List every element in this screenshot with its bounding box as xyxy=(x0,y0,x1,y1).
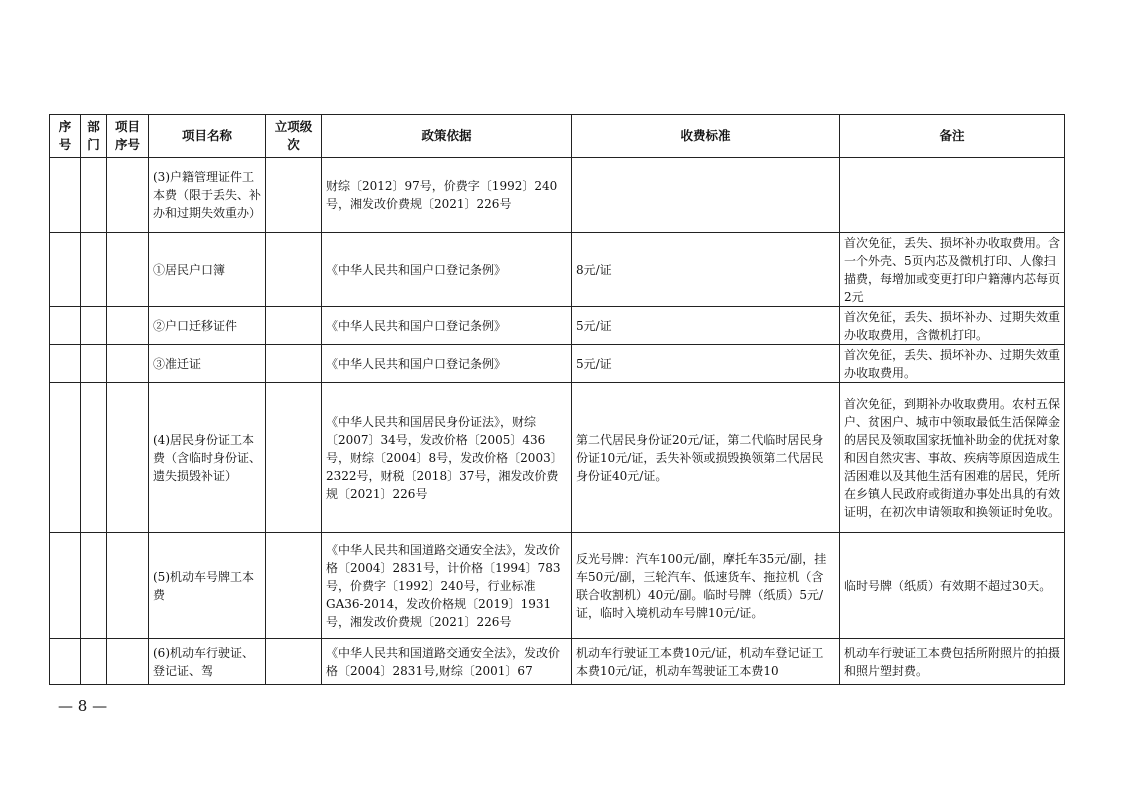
cell-item-name: ①居民户口簿 xyxy=(149,233,266,307)
table-row xyxy=(50,533,1065,639)
cell-remarks: 首次免征，丢失、损坏补办、过期失效重办收取费用，含微机打印。 xyxy=(840,307,1065,345)
cell-item-seq xyxy=(107,345,149,383)
cell-fee-standard: 5元/证 xyxy=(572,307,840,345)
cell-remarks: 临时号牌（纸质）有效期不超过30天。 xyxy=(840,533,1065,639)
cell-level xyxy=(266,158,322,233)
table-header-row xyxy=(50,115,1065,158)
cell-dept xyxy=(81,345,107,383)
cell-seq xyxy=(50,383,81,533)
cell-policy-basis: 《中华人民共和国户口登记条例》 xyxy=(322,345,572,383)
cell-remarks: 首次免征，丢失、损坏补办收取费用。含一个外壳、5页内芯及微机打印、人像扫描费，每增加或变更打印户籍薄内芯每页2元 xyxy=(840,233,1065,307)
cell-seq xyxy=(50,533,81,639)
cell-item-name: (5)机动车号牌工本费 xyxy=(149,533,266,639)
cell-dept xyxy=(81,383,107,533)
table-row xyxy=(50,639,1065,685)
table-row xyxy=(50,307,1065,345)
header-item-seq: 项目序号 xyxy=(107,115,149,158)
cell-fee-standard: 5元/证 xyxy=(572,345,840,383)
cell-fee-standard: 机动车行驶证工本费10元/证，机动车登记证工本费10元/证，机动车驾驶证工本费10 xyxy=(572,639,840,685)
cell-level xyxy=(266,533,322,639)
cell-fee-standard: 8元/证 xyxy=(572,233,840,307)
page-number: — 8 — xyxy=(58,697,108,715)
cell-seq xyxy=(50,307,81,345)
cell-dept xyxy=(81,639,107,685)
cell-item-name: (4)居民身份证工本费（含临时身份证、遗失损毁补证） xyxy=(149,383,266,533)
cell-seq xyxy=(50,639,81,685)
table-row xyxy=(50,345,1065,383)
cell-item-name: (6)机动车行驶证、登记证、驾 xyxy=(149,639,266,685)
cell-item-seq xyxy=(107,307,149,345)
cell-policy-basis: 《中华人民共和国道路交通安全法》，发改价格〔2004〕2831号,财综〔2001〕67 xyxy=(322,639,572,685)
cell-fee-standard xyxy=(572,158,840,233)
cell-item-name: ②户口迁移证件 xyxy=(149,307,266,345)
cell-remarks xyxy=(840,158,1065,233)
table-row xyxy=(50,158,1065,233)
header-dept: 部门 xyxy=(81,115,107,158)
cell-item-name: ③准迁证 xyxy=(149,345,266,383)
cell-seq xyxy=(50,233,81,307)
cell-seq xyxy=(50,345,81,383)
fee-table xyxy=(49,114,1065,685)
header-fee-standard: 收费标准 xyxy=(572,115,840,158)
cell-seq xyxy=(50,158,81,233)
cell-level xyxy=(266,639,322,685)
cell-policy-basis: 财综〔2012〕97号，价费字〔1992〕240号，湘发改价费规〔2021〕226号 xyxy=(322,158,572,233)
cell-dept xyxy=(81,158,107,233)
cell-dept xyxy=(81,533,107,639)
cell-policy-basis: 《中华人民共和国道路交通安全法》，发改价格〔2004〕2831号，计价格〔1994〕783号，价费字〔1992〕240号，行业标准GA36-2014，发改价格规〔2019〕1931号，湘发改价费规〔2021〕226号 xyxy=(322,533,572,639)
cell-fee-standard: 第二代居民身份证20元/证，第二代临时居民身份证10元/证，丢失补领或损毁换领第二代居民身份证40元/证。 xyxy=(572,383,840,533)
cell-level xyxy=(266,345,322,383)
cell-level xyxy=(266,307,322,345)
table-row xyxy=(50,383,1065,533)
cell-item-seq xyxy=(107,383,149,533)
cell-policy-basis: 《中华人民共和国居民身份证法》，财综〔2007〕34号，发改价格〔2005〕436号，财综〔2004〕8号，发改价格〔2003〕2322号，财税〔2018〕37号，湘发改价费规〔2021〕226号 xyxy=(322,383,572,533)
cell-remarks: 首次免征，到期补办收取费用。农村五保户、贫困户、城市中领取最低生活保障金的居民及领取国家抚恤补助金的优抚对象和因自然灾害、事故、疾病等原因造成生活困难以及其他生活有困难的居民，凭所在乡镇人民政府或街道办事处出具的有效证明，在初次申请领取和换领证时免收。 xyxy=(840,383,1065,533)
cell-remarks: 首次免征，丢失、损坏补办、过期失效重办收取费用。 xyxy=(840,345,1065,383)
table-row xyxy=(50,233,1065,307)
header-seq: 序号 xyxy=(50,115,81,158)
cell-item-name: (3)户籍管理证件工本费（限于丢失、补办和过期失效重办） xyxy=(149,158,266,233)
header-item-name: 项目名称 xyxy=(149,115,266,158)
header-level: 立项级次 xyxy=(266,115,322,158)
cell-level xyxy=(266,233,322,307)
cell-item-seq xyxy=(107,639,149,685)
cell-dept xyxy=(81,307,107,345)
cell-level xyxy=(266,383,322,533)
cell-dept xyxy=(81,233,107,307)
cell-item-seq xyxy=(107,533,149,639)
cell-item-seq xyxy=(107,233,149,307)
cell-item-seq xyxy=(107,158,149,233)
header-policy-basis: 政策依据 xyxy=(322,115,572,158)
header-remarks: 备注 xyxy=(840,115,1065,158)
cell-remarks: 机动车行驶证工本费包括所附照片的拍摄和照片塑封费。 xyxy=(840,639,1065,685)
cell-policy-basis: 《中华人民共和国户口登记条例》 xyxy=(322,307,572,345)
cell-policy-basis: 《中华人民共和国户口登记条例》 xyxy=(322,233,572,307)
cell-fee-standard: 反光号牌：汽车100元/副，摩托车35元/副，挂车50元/副，三轮汽车、低速货车、拖拉机（含联合收割机）40元/副。临时号牌（纸质）5元/证，临时入境机动车号牌10元/证。 xyxy=(572,533,840,639)
